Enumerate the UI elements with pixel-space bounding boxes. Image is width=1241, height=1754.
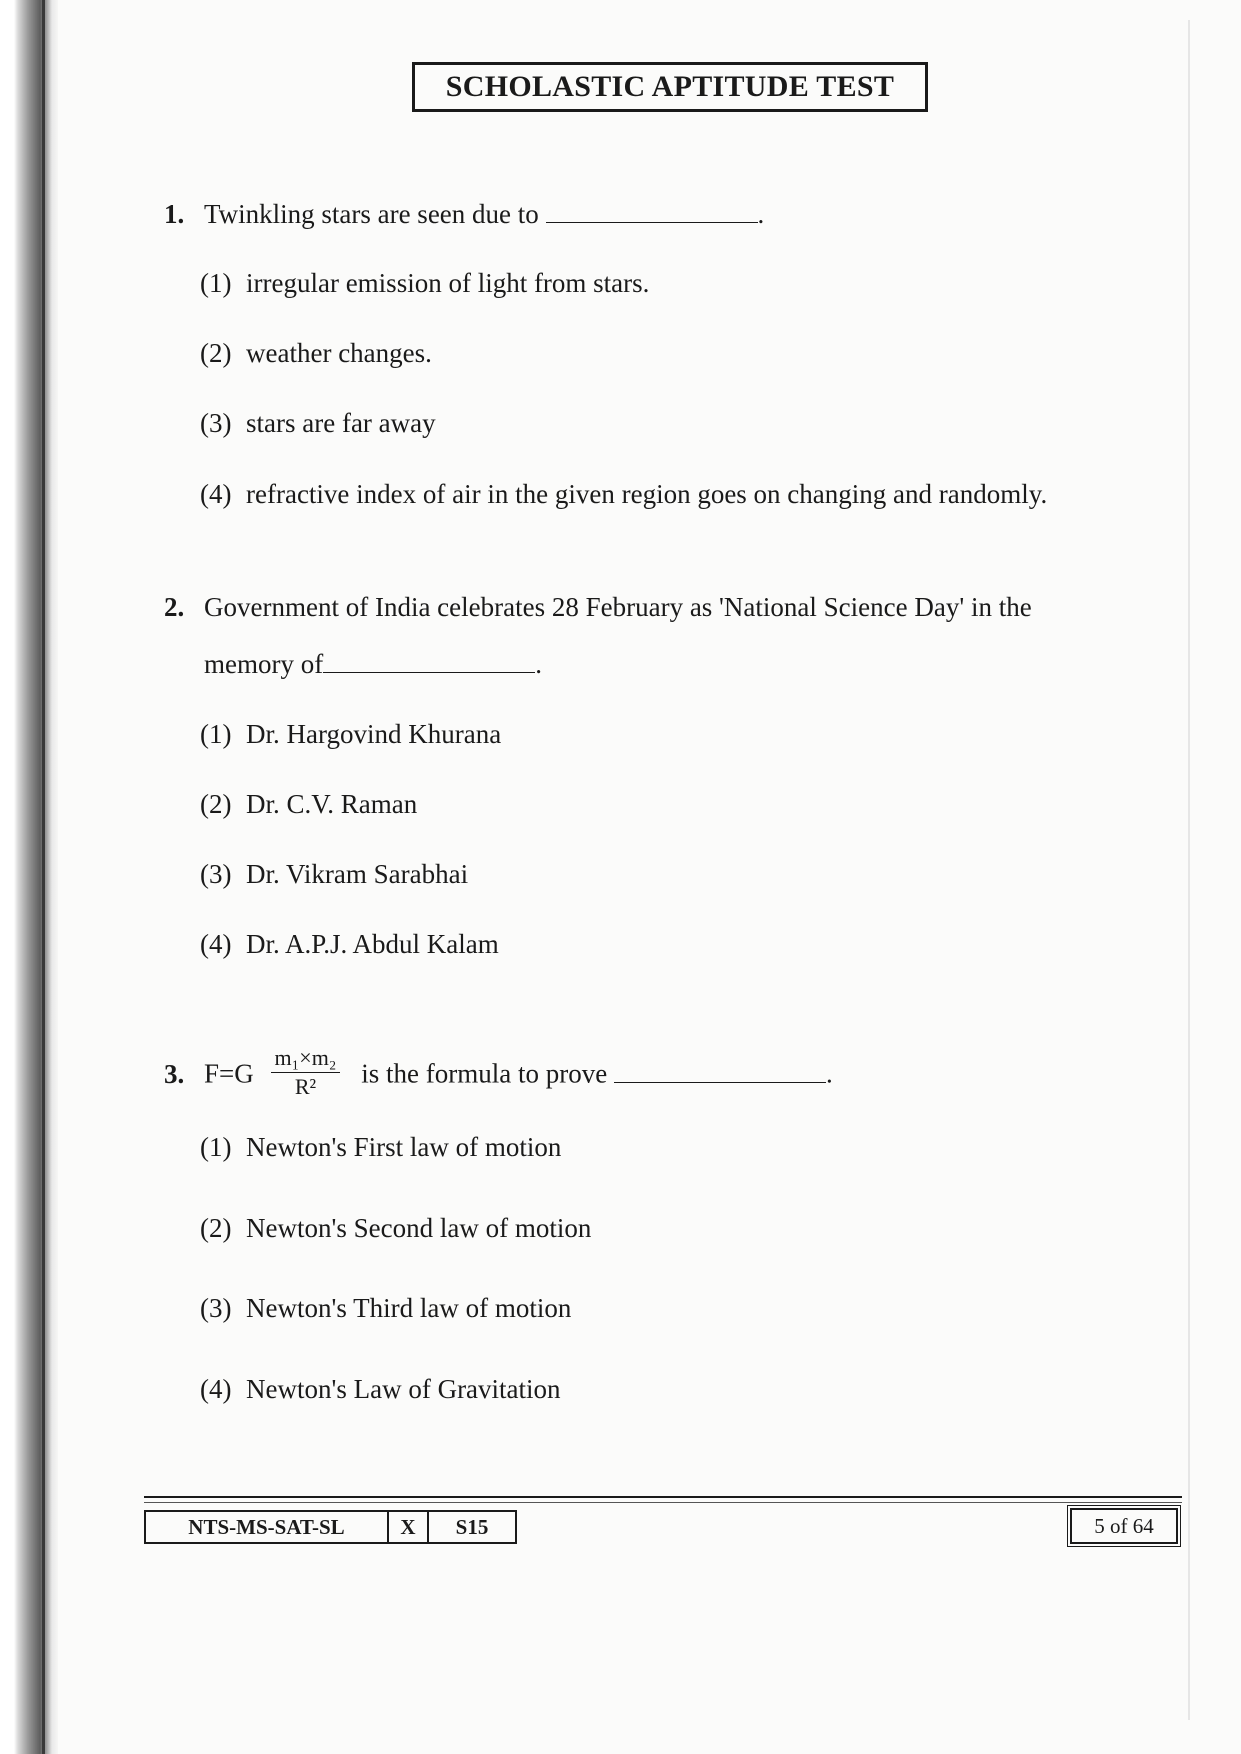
option-1-2 xyxy=(200,336,432,370)
option-text: Dr. Hargovind Khurana xyxy=(246,719,502,749)
option-1-4 xyxy=(200,477,1047,511)
footer-paper-code: NTS-MS-SAT-SL xyxy=(144,1510,389,1544)
option-text: irregular emission of light from stars. xyxy=(246,268,650,298)
option-3-1 xyxy=(200,1130,561,1164)
option-1-3 xyxy=(200,406,436,440)
question-end: . xyxy=(535,649,542,679)
option-number: (1) xyxy=(200,719,232,749)
option-number: (4) xyxy=(200,1374,232,1404)
question-3 xyxy=(164,1045,833,1103)
question-number: 1. xyxy=(164,199,185,229)
answer-blank xyxy=(614,1056,826,1083)
option-3-4 xyxy=(200,1372,561,1406)
binding-edge xyxy=(0,0,58,1754)
option-text: Newton's Law of Gravitation xyxy=(246,1374,561,1404)
question-2-continuation xyxy=(204,646,542,681)
option-text: Newton's Third law of motion xyxy=(246,1293,572,1323)
option-text: Newton's First law of motion xyxy=(246,1132,562,1162)
option-number: (3) xyxy=(200,408,232,438)
option-3-2 xyxy=(200,1211,591,1245)
option-number: (3) xyxy=(200,1293,232,1323)
binding-line xyxy=(42,0,45,1754)
answer-blank xyxy=(546,196,758,223)
page-number: 5 of 64 xyxy=(1070,1508,1178,1544)
page-title: SCHOLASTIC APTITUDE TEST xyxy=(412,62,928,112)
option-number: (2) xyxy=(200,338,232,368)
question-end: . xyxy=(757,199,765,229)
option-number: (4) xyxy=(200,479,232,509)
question-text: Government of India celebrates 28 February as 'National Science Day' in the xyxy=(204,592,1032,622)
question-text: is the formula to prove xyxy=(361,1058,608,1089)
option-number: (1) xyxy=(200,268,232,298)
option-number: (1) xyxy=(200,1132,232,1162)
option-text: weather changes. xyxy=(246,338,432,368)
answer-blank xyxy=(323,646,535,673)
option-2-1 xyxy=(200,717,501,751)
question-1 xyxy=(164,196,764,231)
question-text: Twinkling stars are seen due to xyxy=(204,199,539,229)
option-1-1 xyxy=(200,266,649,300)
option-text: Dr. A.P.J. Abdul Kalam xyxy=(246,929,499,959)
option-text: Dr. C.V. Raman xyxy=(246,789,418,819)
show-through-border xyxy=(1188,20,1190,1720)
footer-rule-thin xyxy=(144,1502,1182,1503)
formula-lhs: F=G xyxy=(204,1058,254,1089)
option-2-4 xyxy=(200,927,499,961)
option-number: (3) xyxy=(200,859,232,889)
footer-class: X xyxy=(387,1510,429,1544)
footer-rule xyxy=(144,1496,1182,1498)
formula-denominator: R² xyxy=(294,1074,317,1099)
footer-set: S15 xyxy=(427,1510,517,1544)
option-2-2 xyxy=(200,787,417,821)
gravitation-formula xyxy=(271,1046,341,1099)
question-text-continued: memory of xyxy=(204,649,324,679)
option-number: (2) xyxy=(200,789,232,819)
option-text: Dr. Vikram Sarabhai xyxy=(246,859,469,889)
question-end: . xyxy=(825,1058,833,1089)
option-number: (2) xyxy=(200,1213,232,1243)
option-2-3 xyxy=(200,857,468,891)
question-2 xyxy=(164,590,1032,624)
formula-numerator: m₁×m₂ xyxy=(271,1046,341,1073)
question-number: 3. xyxy=(164,1058,185,1089)
option-text: Newton's Second law of motion xyxy=(246,1213,592,1243)
option-text: stars are far away xyxy=(246,408,436,438)
option-3-3 xyxy=(200,1291,571,1325)
question-number: 2. xyxy=(164,592,185,622)
option-number: (4) xyxy=(200,929,232,959)
option-text: refractive index of air in the given region goes on changing and randomly. xyxy=(246,479,1048,509)
